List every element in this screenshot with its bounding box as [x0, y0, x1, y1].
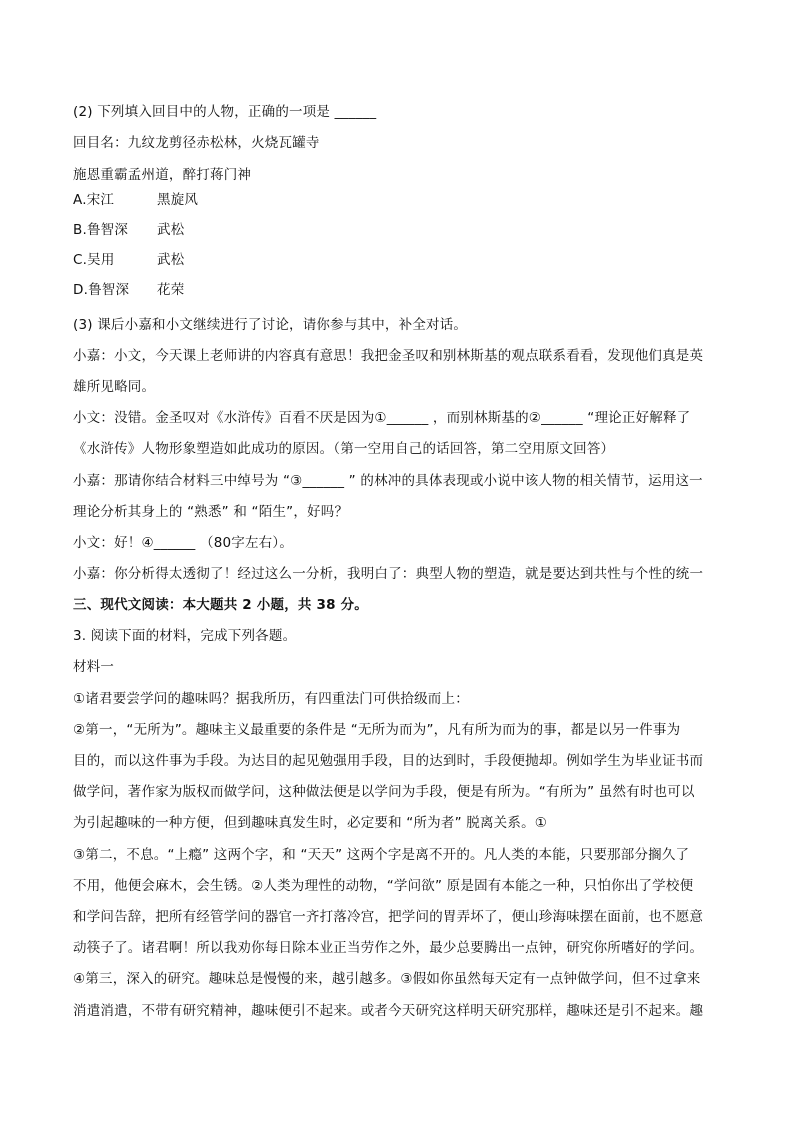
option-a: [73, 190, 198, 210]
chapter-title-line-1: 回目名：九纹龙剪径赤松林，火烧瓦罐寺: [73, 135, 320, 151]
paragraph-line: 和学问告辞，把所有经管学问的器官一齐打落冷宫，把学问的胃弄坏了，便山珍海味摆在面前，也不愿意: [73, 909, 704, 925]
chapter-title-line-2: 施恩重霸孟州道，醉打蒋门神: [73, 167, 252, 183]
section-3-heading: 三、现代文阅读：本大题共 2 小题，共 38 分。: [73, 597, 368, 613]
paragraph-line: 动筷子了。诸君啊！所以我劝你每日除本业正当劳作之外，最少总要腾出一点钟，研究你所嗜好的学问。: [73, 940, 704, 956]
dialogue-line: 《水浒传》人物形象塑造如此成功的原因。（第一空用自己的话回答，第二空用原文回答）: [73, 441, 615, 457]
option-a-value: 黑旋风: [157, 192, 199, 208]
question-2-stem: (2) 下列填入回目中的人物，正确的一项是 ______: [73, 104, 377, 120]
dialogue-line: 小嘉：那请你结合材料三中绰号为 “③______ ” 的林冲的具体表现或小说中该人物的相关情节，运用这一: [73, 473, 703, 489]
paragraph-line: 目的，而以这件事为手段。为达目的起见勉强用手段，目的达到时，手段便抛却。例如学生为毕业证书而: [73, 753, 704, 769]
question-3-stem: (3) 课后小嘉和小文继续进行了讨论，请你参与其中，补全对话。: [73, 317, 468, 333]
paragraph-line: ④第三，深入的研究。趣味总是慢慢的来，越引越多。③假如你虽然每天定有一点钟做学问，但不过拿来: [73, 971, 701, 987]
option-b-label: B.鲁智深: [73, 222, 129, 238]
paragraph-line: ③第二，不息。“上瘾” 这两个字，和 “天天” 这两个字是离不开的。凡人类的本能，只要那部分搁久了: [73, 847, 690, 863]
option-c: [73, 250, 184, 270]
paragraph-line: ①诸君要尝学问的趣味吗？据我所历，有四重法门可供拾级而上：: [73, 691, 469, 707]
paragraph-line: 做学问，著作家为版权而做学问，这种做法便是以学问为手段，便是有所为。“有所为” 虽然有时也可以: [73, 784, 695, 800]
option-d-label: D.鲁智深: [73, 282, 130, 298]
dialogue-line: 理论分析其身上的 “熟悉” 和 “陌生”，好吗？: [73, 504, 349, 520]
option-a-label: A.宋江: [73, 192, 115, 208]
dialogue-line: 小文：好！④______ （80字左右）。: [73, 535, 294, 551]
paragraph-line: 不用，他便会麻木，会生锈。②人类为理性的动物，“学问欲” 原是固有本能之一种，只怕你出了学校便: [73, 878, 694, 894]
option-b: [73, 220, 184, 240]
paragraph-line: 消遣消遣，不带有研究精神，趣味便引不起来。或者今天研究这样明天研究那样，趣味还是引不起来。趣: [73, 1003, 704, 1019]
paragraph-line: ②第一，“无所为”。趣味主义最重要的条件是 “无所为而为”，凡有所为而为的事，都是以另一件事为: [73, 722, 681, 738]
question-3-reading-stem: 3. 阅读下面的材料，完成下列各题。: [73, 628, 297, 644]
paragraph-line: 为引起趣味的一种方便，但到趣味真发生时，必定要和 “所为者” 脱离关系。①: [73, 815, 548, 831]
material-1-title: 材料一: [73, 659, 115, 675]
dialogue-line: 小文：没错。金圣叹对《水浒传》百看不厌是因为①______ ，而别林斯基的②______ “理论正好解释了: [73, 410, 691, 426]
option-c-value: 武松: [157, 252, 185, 268]
option-d: [73, 280, 184, 300]
option-b-value: 武松: [157, 222, 185, 238]
option-d-value: 花荣: [157, 282, 185, 298]
option-c-label: C.吴用: [73, 252, 115, 268]
dialogue-line: 小嘉：小文，今天课上老师讲的内容真有意思！我把金圣叹和别林斯基的观点联系看看，发现他们真是英: [73, 348, 704, 364]
dialogue-line: 小嘉：你分析得太透彻了！经过这么一分析，我明白了：典型人物的塑造，就是要达到共性与个性的统一: [73, 566, 704, 582]
dialogue-line: 雄所见略同。: [73, 379, 156, 395]
